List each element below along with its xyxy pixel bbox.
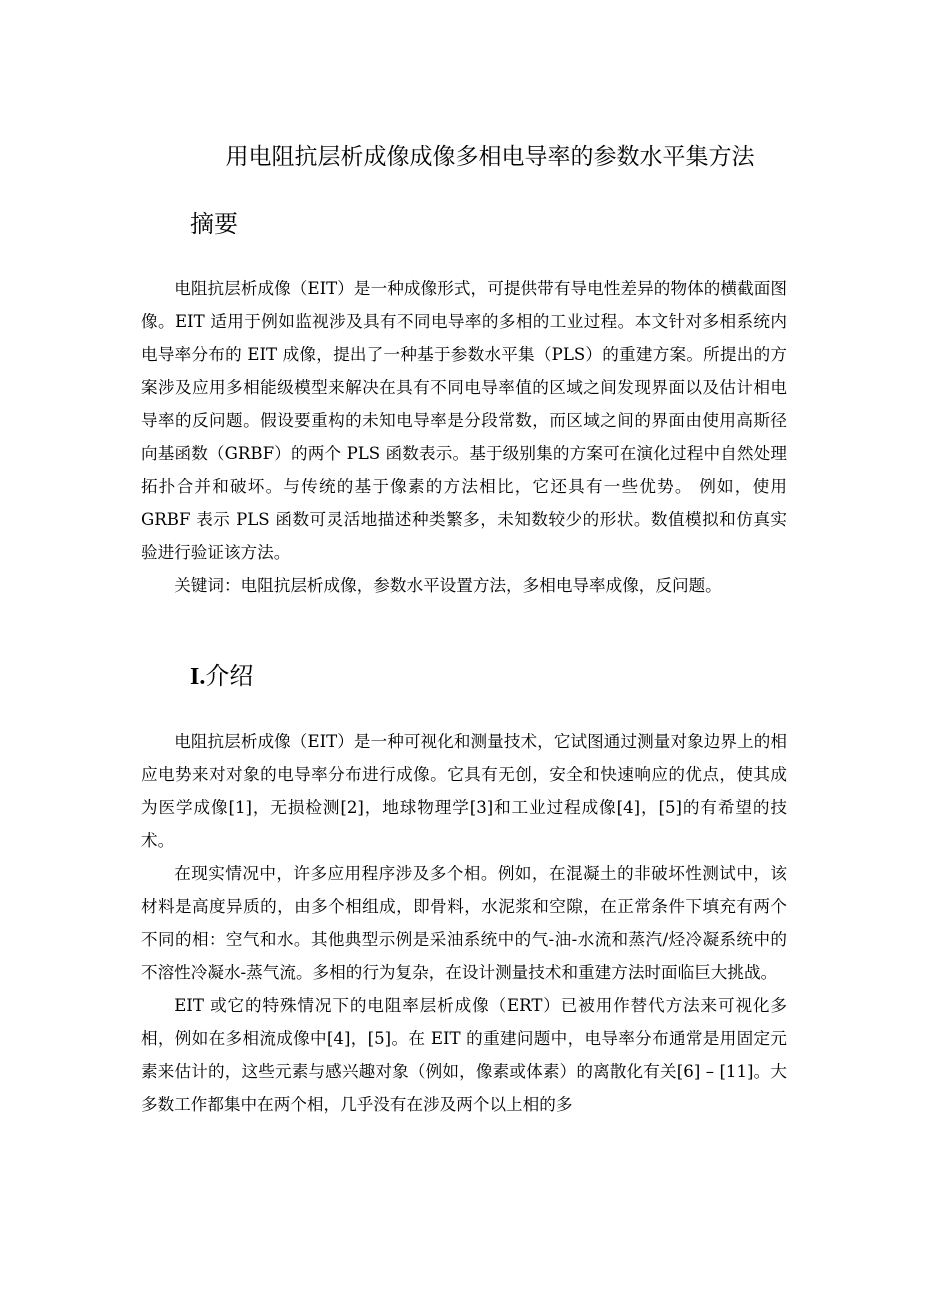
intro-paragraph-3: EIT 或它的特殊情况下的电阻率层析成像（ERT）已被用作替代方法来可视化多相，例如在多相流成像中[4]，[5]。在 EIT 的重建问题中，电导率分布通常是用固定元素来估计的，这些元素与感兴趣对象（例如，像素或体素）的离散化有关[6] – [11]。大多数工作都集中在两个相，几乎没有在涉及两个以上相的多 bbox=[141, 996, 787, 1114]
abstract-paragraph: 电阻抗层析成像（EIT）是一种成像形式，可提供带有导电性差异的物体的横截面图像。EIT 适用于例如监视涉及具有不同电导率的多相的工业过程。本文针对多相系统内电导率分布的 EIT 成像，提出了一种基于参数水平集（PLS）的重建方案。所提出的方案涉及应用多相能级模型来解决在具有不同电导率值的区域之间发现界面以及估计相电导率的反问题。假设要重构的未知电导率是分段常数，而区域之间的界面由使用高斯径向基函数（GRBF）的两个 PLS 函数表示。基于级别集的方案可在演化过程中自然处理拓扑合并和破坏。与传统的基于像素的方法相比，它还具有一些优势。 例如，使用 GRBF 表示 PLS 函数可灵活地描述种类繁多，未知数较少的形状。数值模拟和仿真实验进行验证该方法。 bbox=[141, 279, 787, 562]
section-title: 介绍 bbox=[205, 662, 254, 690]
introduction-heading bbox=[190, 658, 253, 695]
section-number: I. bbox=[190, 664, 206, 690]
abstract-heading: 摘要 bbox=[190, 210, 238, 238]
abstract-section bbox=[141, 272, 787, 602]
introduction-section bbox=[141, 725, 787, 1121]
intro-paragraph-1: 电阻抗层析成像（EIT）是一种可视化和测量技术，它试图通过测量对象边界上的相应电势来对对象的电导率分布进行成像。它具有无创，安全和快速响应的优点，使其成为医学成像[1]，无损检测[2]，地球物理学[3]和工业过程成像[4]，[5]的有希望的技术。 bbox=[141, 732, 787, 850]
intro-paragraph-2: 在现实情况中，许多应用程序涉及多个相。例如，在混凝土的非破坏性测试中，该材料是高度异质的，由多个相组成，即骨料，水泥浆和空隙，在正常条件下填充有两个不同的相：空气和水。其他典型示例是采油系统中的气-油-水流和蒸汽/烃冷凝系统中的不溶性冷凝水-蒸气流。多相的行为复杂，在设计测量技术和重建方法时面临巨大挑战。 bbox=[141, 864, 787, 982]
paper-title: 用电阻抗层析成像成像多相电导率的参数水平集方法 bbox=[225, 144, 755, 170]
keywords-paragraph: 关键词：电阻抗层析成像，参数水平设置方法，多相电导率成像，反问题。 bbox=[174, 576, 722, 595]
